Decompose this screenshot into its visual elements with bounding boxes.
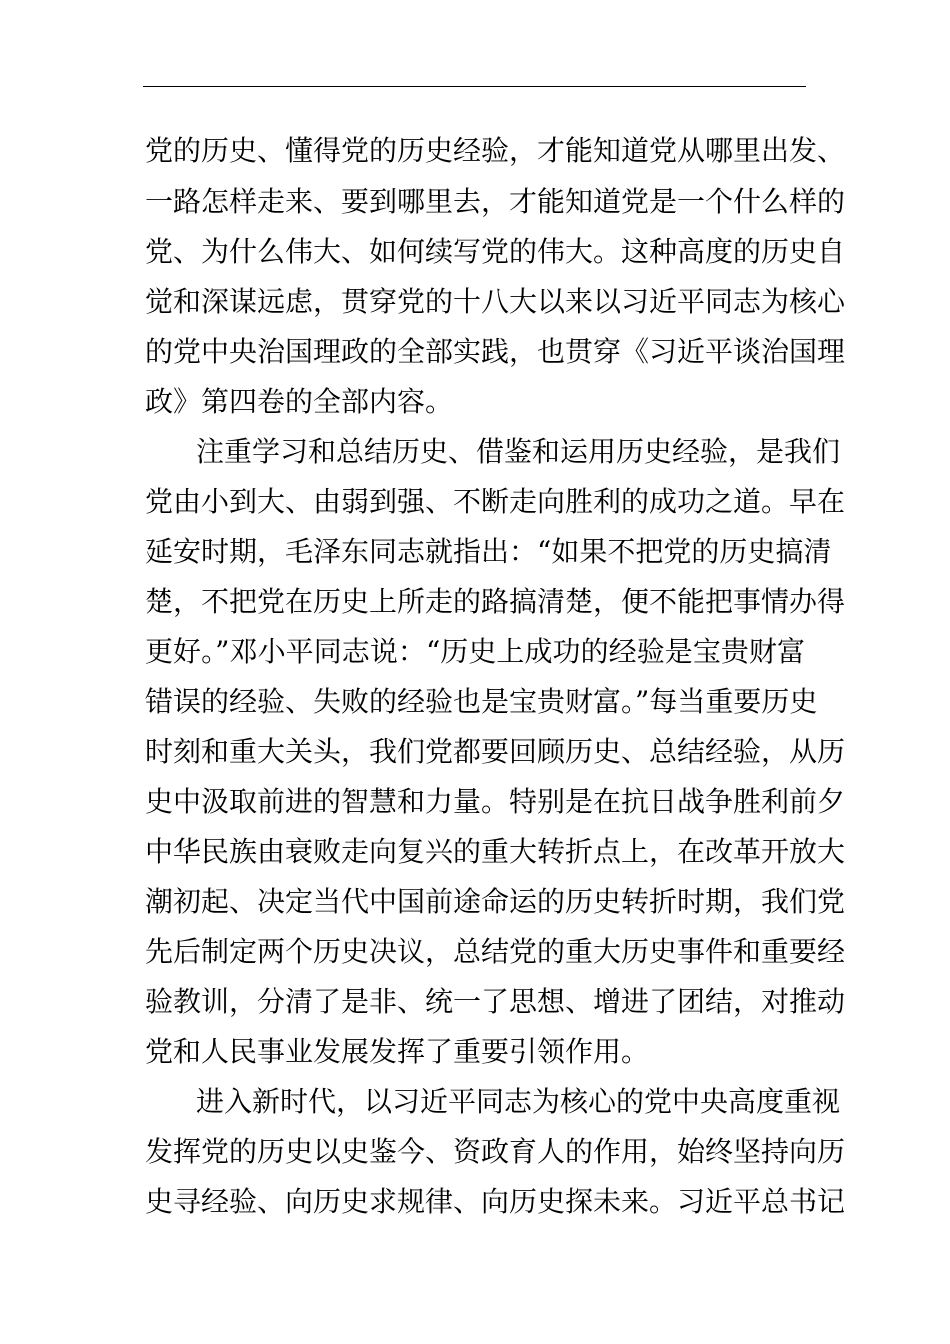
text-line: 更好。”邓小平同志说：“历史上成功的经验是宝贵财富 <box>145 635 805 668</box>
text-line: 验教训，分清了是非、统一了思想、增进了团结，对推动 <box>145 985 846 1018</box>
text-line: 党由小到大、由弱到强、不断走向胜利的成功之道。早在 <box>145 485 846 518</box>
text-line: 史中汲取前进的智慧和力量。特别是在抗日战争胜利前夕 <box>145 785 846 818</box>
text-line: 延安时期，毛泽东同志就指出：“如果不把党的历史搞清 <box>145 535 832 568</box>
text-line: 觉和深谋远虑，贯穿党的十八大以来以习近平同志为核心 <box>145 285 846 318</box>
text-line: 党和人民事业发展发挥了重要引领作用。 <box>145 1035 650 1068</box>
text-line: 中华民族由衰败走向复兴的重大转折点上，在改革开放大 <box>145 835 846 868</box>
text-line: 先后制定两个历史决议，总结党的重大历史事件和重要经 <box>145 935 846 968</box>
text-line: 错误的经验、失败的经验也是宝贵财富。”每当重要历史 <box>145 685 818 718</box>
text-line: 注重学习和总结历史、借鉴和运用历史经验，是我们 <box>196 435 841 468</box>
text-line: 党的历史、懂得党的历史经验，才能知道党从哪里出发、 <box>145 134 846 167</box>
text-line: 楚，不把党在历史上所走的路搞清楚，便不能把事情办得 <box>145 585 846 618</box>
text-line: 党、为什么伟大、如何续写党的伟大。这种高度的历史自 <box>145 235 846 268</box>
text-line: 的党中央治国理政的全部实践，也贯穿《习近平谈治国理 <box>145 335 846 368</box>
header-rule <box>143 86 806 87</box>
text-line: 时刻和重大关头，我们党都要回顾历史、总结经验，从历 <box>145 735 846 768</box>
text-line: 一路怎样走来、要到哪里去，才能知道党是一个什么样的 <box>145 185 846 218</box>
text-line: 政》第四卷的全部内容。 <box>145 385 454 418</box>
text-line: 潮初起、决定当代中国前途命运的历史转折时期，我们党 <box>145 885 846 918</box>
text-line: 史寻经验、向历史求规律、向历史探未来。习近平总书记 <box>145 1185 846 1218</box>
text-line: 发挥党的历史以史鉴今、资政育人的作用，始终坚持向历 <box>145 1135 846 1168</box>
text-line: 进入新时代，以习近平同志为核心的党中央高度重视 <box>196 1085 841 1118</box>
